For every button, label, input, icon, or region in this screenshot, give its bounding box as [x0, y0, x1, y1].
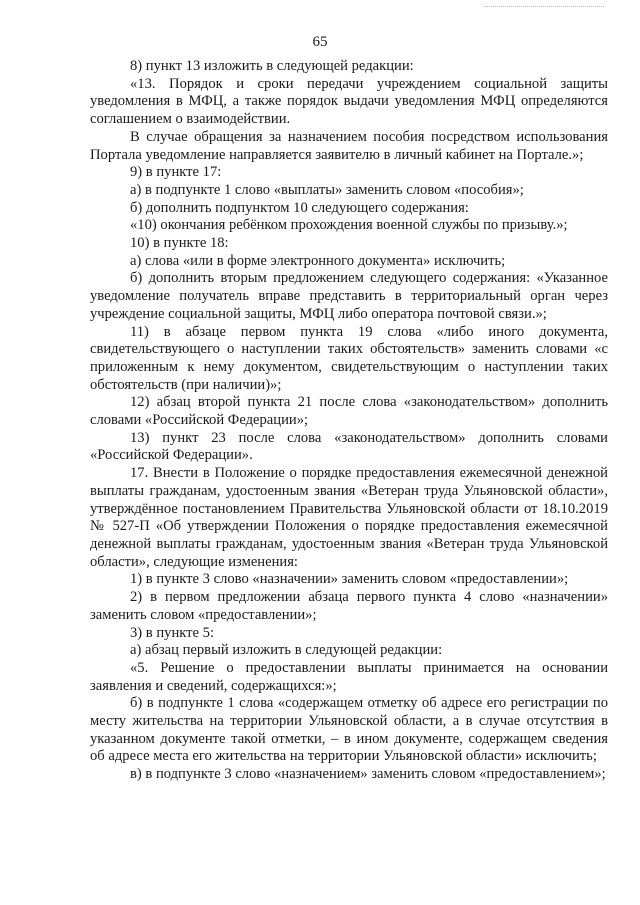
- paragraph: а) слова «или в форме электронного документа» исключить;: [130, 252, 506, 269]
- paragraph: 12) абзац второй пункта 21 после слова «законодательством» дополнить словами «Российской Федерации»;: [90, 394, 608, 429]
- paragraph: В случае обращения за назначением пособия посредством использования Портала уведомление направляется заявителю в личный кабинет на Портале.»;: [90, 128, 608, 163]
- paragraph: 3) в пункте 5:: [130, 624, 215, 641]
- scan-artifact: [484, 6, 604, 7]
- page-number: 65: [312, 34, 328, 50]
- paragraph: а) абзац первый изложить в следующей редакции:: [130, 642, 443, 659]
- paragraph: «13. Порядок и сроки передачи учреждением социальной защиты уведомления в МФЦ, а также порядок выдачи уведомления МФЦ определяются соглашением о взаимодействии.: [90, 75, 608, 128]
- paragraph: в) в подпункте 3 слово «назначением» заменить словом «предоставлением»;: [130, 766, 606, 783]
- document-body: [90, 58, 608, 784]
- paragraph: а) в подпункте 1 слово «выплаты» заменить словом «пособия»;: [130, 181, 524, 198]
- paragraph: 13) пункт 23 после слова «законодательством» дополнить словами «Российской Федерации».: [90, 429, 608, 464]
- paragraph: 1) в пункте 3 слово «назначении» заменить словом «предоставлении»;: [130, 571, 569, 588]
- paragraph: «10) окончания ребёнком прохождения военной службы по призыву.»;: [130, 217, 568, 234]
- paragraph: 8) пункт 13 изложить в следующей редакции:: [130, 58, 414, 74]
- paragraph: 11) в абзаце первом пункта 19 слова «либо иного документа, свидетельствующего о наступлении таких обстоятельств» заменить словами «с приложенным к нему документом, свидетельствующим о наступлении таких обстоятельств (при наличии)»;: [90, 323, 608, 393]
- paragraph: б) дополнить вторым предложением следующего содержания: «Указанное уведомление получатель вправе представить в территориальный орган через учреждение социальной защиты, МФЦ либо оператора почтовой связи.»;: [90, 270, 608, 322]
- paragraph: 10) в пункте 18:: [130, 235, 229, 252]
- paragraph: 17. Внести в Положение о порядке предоставления ежемесячной денежной выплаты гражданам, удостоенным звания «Ветеран труда Ульяновской области», утверждённое постановлением Правительства Ульяновской области от 18.10.2019 № 527-П «Об утверждении Положения о порядке предоставления ежемесячной денежной выплаты гражданам, удостоенным звания «Ветеран труда Ульяновской области», следующие изменения:: [90, 465, 608, 570]
- paragraph: б) дополнить подпунктом 10 следующего содержания:: [130, 199, 469, 216]
- paragraph: «5. Решение о предоставлении выплаты принимается на основании заявления и сведений, содержащихся:»;: [90, 659, 608, 694]
- paragraph: 2) в первом предложении абзаца первого пункта 4 слово «назначении» заменить словом «предоставлении»;: [90, 589, 608, 623]
- paragraph: 9) в пункте 17:: [130, 164, 222, 181]
- paragraph: б) в подпункте 1 слова «содержащем отметку об адресе его регистрации по месту жительства на территории Ульяновской области, а в случае отсутствия в указанном документе такой отметки, – в ином документе, содержащем сведения об адресе места его жительства на территории Ульяновской области» исключить;: [90, 695, 608, 765]
